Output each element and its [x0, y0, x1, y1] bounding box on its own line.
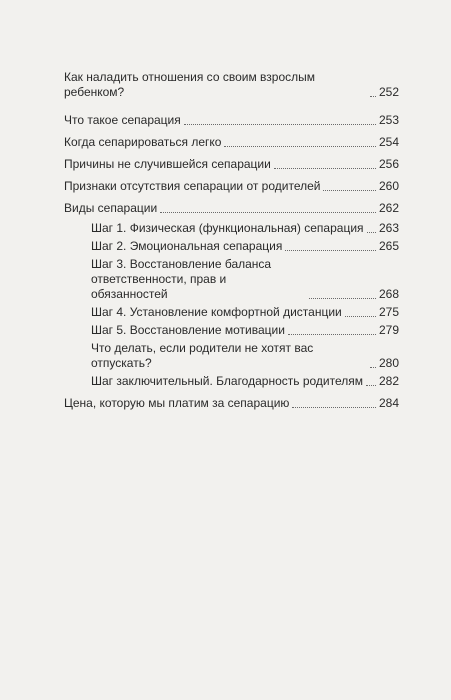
toc-entry: [64, 135, 399, 150]
toc-entry-title: Признаки отсутствия сепарации от родителей: [64, 179, 321, 193]
toc-entry-title: Шаг 4. Установление комфортной дистанции: [91, 305, 342, 319]
toc-entry-page: 280: [378, 356, 399, 370]
toc-entry-title: Шаг 5. Восстановление мотивации: [91, 323, 285, 337]
leader-dots: [367, 232, 376, 233]
toc-entry-title: Как наладить отношения со своим взрослым ребенком?: [64, 70, 315, 99]
table-of-contents: [64, 70, 399, 411]
toc-entry-page: 252: [378, 85, 399, 99]
leader-dots: [184, 124, 376, 125]
toc-entry-title: Что такое сепарация: [64, 113, 181, 127]
toc-entry: [64, 201, 399, 216]
leader-dots: [370, 96, 376, 97]
toc-entry-page: 284: [378, 396, 399, 410]
leader-dots: [323, 190, 375, 191]
toc-subentry: [64, 341, 399, 371]
toc-subentry: [64, 239, 399, 254]
toc-entry-page: 256: [378, 157, 399, 171]
leader-dots: [292, 407, 376, 408]
toc-subentry: [64, 323, 399, 338]
toc-entry-title: Шаг заключительный. Благодарность родителям: [91, 374, 363, 388]
toc-entry-page: 268: [378, 287, 399, 301]
toc-entry-title: Шаг 2. Эмоциональная сепарация: [91, 239, 283, 253]
leader-dots: [370, 367, 376, 368]
toc-entry-page: 260: [378, 179, 399, 193]
toc-entry-title: Причины не случившейся сепарации: [64, 157, 271, 171]
toc-subentry: [64, 305, 399, 320]
leader-dots: [288, 334, 376, 335]
toc-entry-page: 275: [378, 305, 399, 319]
toc-entry-title: Шаг 1. Физическая (функциональная) сепарация: [91, 221, 364, 235]
toc-entry-page: 279: [378, 323, 399, 337]
toc-entry-title: Цена, которую мы платим за сепарацию: [64, 396, 290, 410]
toc-entry-title: Виды сепарации: [64, 201, 158, 215]
toc-entry: [64, 70, 399, 100]
leader-dots: [224, 146, 376, 147]
toc-entry-page: 282: [378, 374, 399, 388]
leader-dots: [309, 298, 376, 299]
leader-dots: [366, 385, 376, 386]
leader-dots: [285, 250, 376, 251]
toc-entry: [64, 113, 399, 128]
leader-dots: [160, 212, 376, 213]
toc-entry: [64, 179, 399, 194]
toc-entry-title: Что делать, если родители не хотят вас отпускать?: [91, 341, 314, 370]
toc-entry: [64, 396, 399, 411]
leader-dots: [345, 316, 376, 317]
toc-entry-page: 265: [378, 239, 399, 253]
toc-entry-page: 253: [378, 113, 399, 127]
toc-entry-title: Шаг 3. Восстановление баланса ответственности, прав и обязанностей: [91, 257, 272, 301]
leader-dots: [274, 168, 376, 169]
toc-entry-page: 254: [378, 135, 399, 149]
toc-entry: [64, 157, 399, 172]
toc-entry-page: 262: [378, 201, 399, 215]
toc-entry-title: Когда сепарироваться легко: [64, 135, 222, 149]
toc-entry-page: 263: [378, 221, 399, 235]
toc-subentry: [64, 374, 399, 389]
toc-subentry: [64, 257, 399, 302]
toc-subentry: [64, 221, 399, 236]
